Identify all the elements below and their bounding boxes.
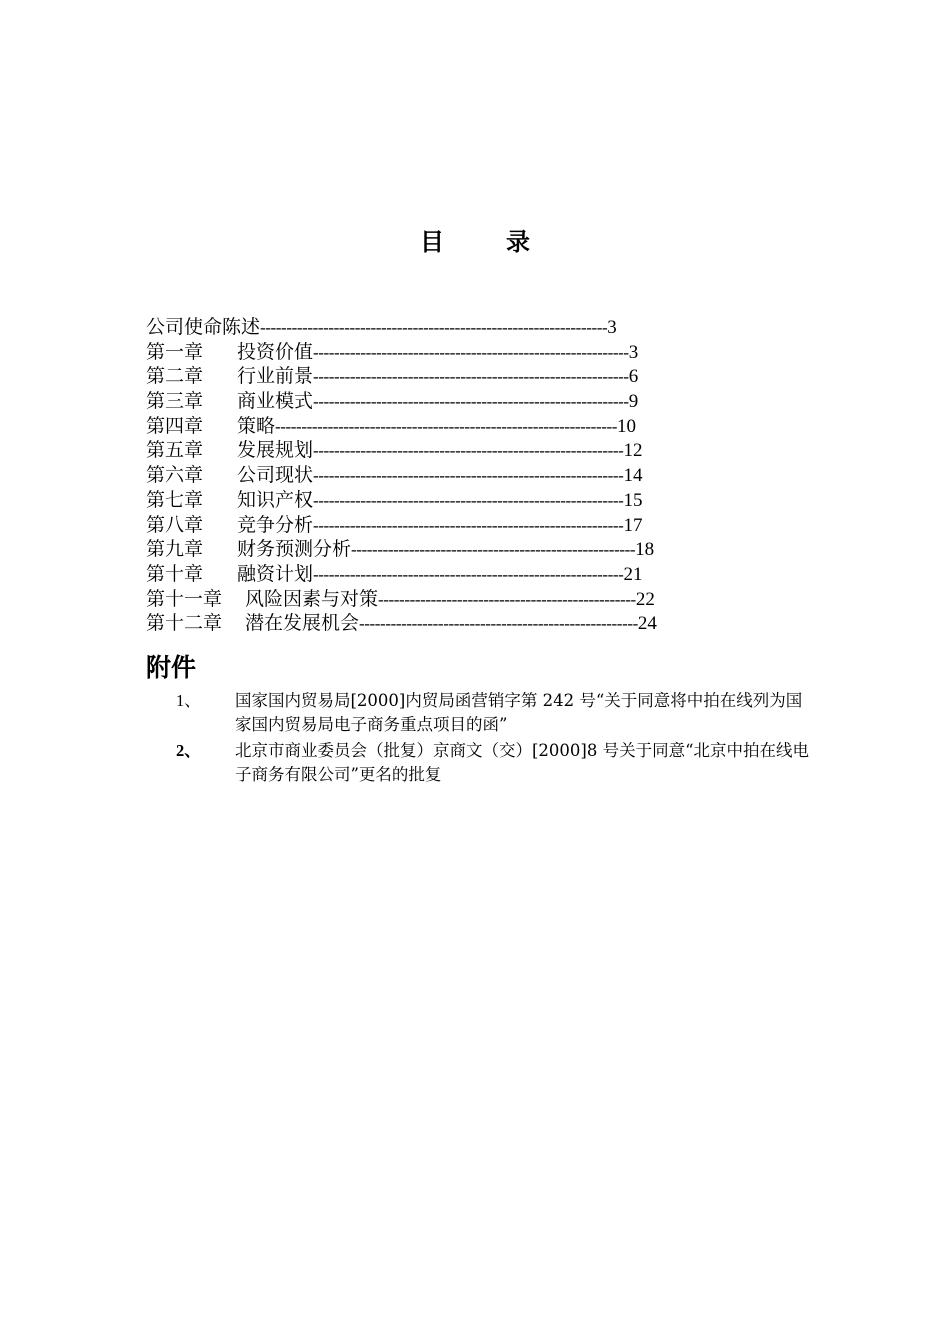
toc-page: 9 <box>628 391 639 413</box>
toc-chapter: 第三章 <box>146 390 204 413</box>
toc-title: 竞争分析 <box>237 513 314 536</box>
toc-title: 财务预测分析 <box>237 538 352 561</box>
toc-leader: ----------------------------------------------------------- <box>313 564 624 584</box>
toc-title: 知识产权 <box>237 488 314 511</box>
toc-chapter: 第十一章 <box>146 587 223 610</box>
toc-leader: ----------------------------------------------------------- <box>313 515 624 535</box>
toc-entry[interactable] <box>146 488 796 513</box>
toc-chapter: 第八章 <box>146 513 204 536</box>
toc-page: 10 <box>617 415 636 437</box>
toc-title: 潜在发展机会 <box>245 612 360 635</box>
toc-chapter: 第六章 <box>146 464 204 487</box>
toc-entry[interactable] <box>146 463 796 488</box>
toc-title: 策略 <box>237 414 276 437</box>
toc-leader: ------------------------------------------------------------ <box>313 392 629 412</box>
toc-title: 风险因素与对策 <box>245 587 379 610</box>
toc-leader: ------------------------------------------------- <box>378 589 636 609</box>
toc-page: 6 <box>628 366 639 388</box>
toc-page: 12 <box>623 440 643 462</box>
toc-entry[interactable] <box>146 364 796 389</box>
toc-leader: ----------------------------------------------------------------- <box>275 416 617 436</box>
toc-leader: ------------------------------------------------------ <box>351 540 636 560</box>
table-of-contents <box>146 315 796 636</box>
toc-title: 融资计划 <box>237 562 314 585</box>
toc-chapter: 第九章 <box>146 538 204 561</box>
title-char-1: 目 <box>420 228 444 256</box>
toc-page: 18 <box>635 539 655 561</box>
toc-chapter: 第十二章 <box>146 612 223 635</box>
toc-title: 投资价值 <box>237 340 314 363</box>
toc-chapter: 公司使命陈述 <box>146 316 261 338</box>
annex-item-number: 1、 <box>176 691 201 710</box>
toc-entry[interactable] <box>146 513 796 538</box>
annex-item-text: 国家国内贸易局[2000]内贸局函营销字第 242 号“关于同意将中拍在线列为国家国内贸易局电子商务重点项目的函” <box>235 691 803 734</box>
toc-leader: ------------------------------------------------------------------ <box>260 318 608 337</box>
toc-page: 3 <box>628 341 639 363</box>
toc-entry[interactable] <box>146 389 796 414</box>
toc-entry[interactable] <box>146 438 796 463</box>
toc-page: 17 <box>623 514 643 536</box>
toc-leader: ----------------------------------------------------------- <box>313 441 624 461</box>
toc-page: 21 <box>623 563 643 585</box>
toc-page: 3 <box>607 317 617 338</box>
toc-page: 15 <box>623 489 643 511</box>
toc-chapter: 第五章 <box>146 439 204 462</box>
page-title <box>0 222 950 257</box>
toc-leader: ----------------------------------------------------------- <box>313 466 624 486</box>
title-char-2: 录 <box>506 228 530 256</box>
annex-heading: 附件 <box>146 653 197 682</box>
toc-chapter: 第二章 <box>146 365 204 388</box>
toc-leader: ------------------------------------------------------------ <box>313 342 629 362</box>
toc-title: 发展规划 <box>237 439 314 462</box>
toc-entry[interactable] <box>146 587 796 612</box>
toc-chapter: 第十章 <box>146 562 204 585</box>
annex-item <box>176 689 816 737</box>
toc-chapter: 第七章 <box>146 488 204 511</box>
toc-entry[interactable] <box>146 315 796 340</box>
toc-page: 14 <box>623 465 643 487</box>
toc-entry[interactable] <box>146 611 796 636</box>
toc-leader: ----------------------------------------------------- <box>359 614 638 634</box>
toc-chapter: 第四章 <box>146 414 204 437</box>
toc-entry[interactable] <box>146 414 796 439</box>
toc-chapter: 第一章 <box>146 340 204 363</box>
toc-title: 公司现状 <box>237 464 314 487</box>
toc-title: 商业模式 <box>237 390 314 413</box>
annex-item-number: 2、 <box>176 741 201 760</box>
toc-entry[interactable] <box>146 537 796 562</box>
toc-leader: ------------------------------------------------------------ <box>313 367 629 387</box>
toc-page: 22 <box>635 588 655 610</box>
toc-leader: ----------------------------------------------------------- <box>313 490 624 510</box>
toc-entry[interactable] <box>146 340 796 365</box>
toc-entry[interactable] <box>146 562 796 587</box>
annex-item <box>176 739 816 787</box>
annex-item-text: 北京市商业委员会（批复）京商文（交）[2000]8 号关于同意“北京中拍在线电子商务有限公司”更名的批复 <box>235 741 810 784</box>
toc-title: 行业前景 <box>237 365 314 388</box>
toc-page: 24 <box>637 613 657 635</box>
